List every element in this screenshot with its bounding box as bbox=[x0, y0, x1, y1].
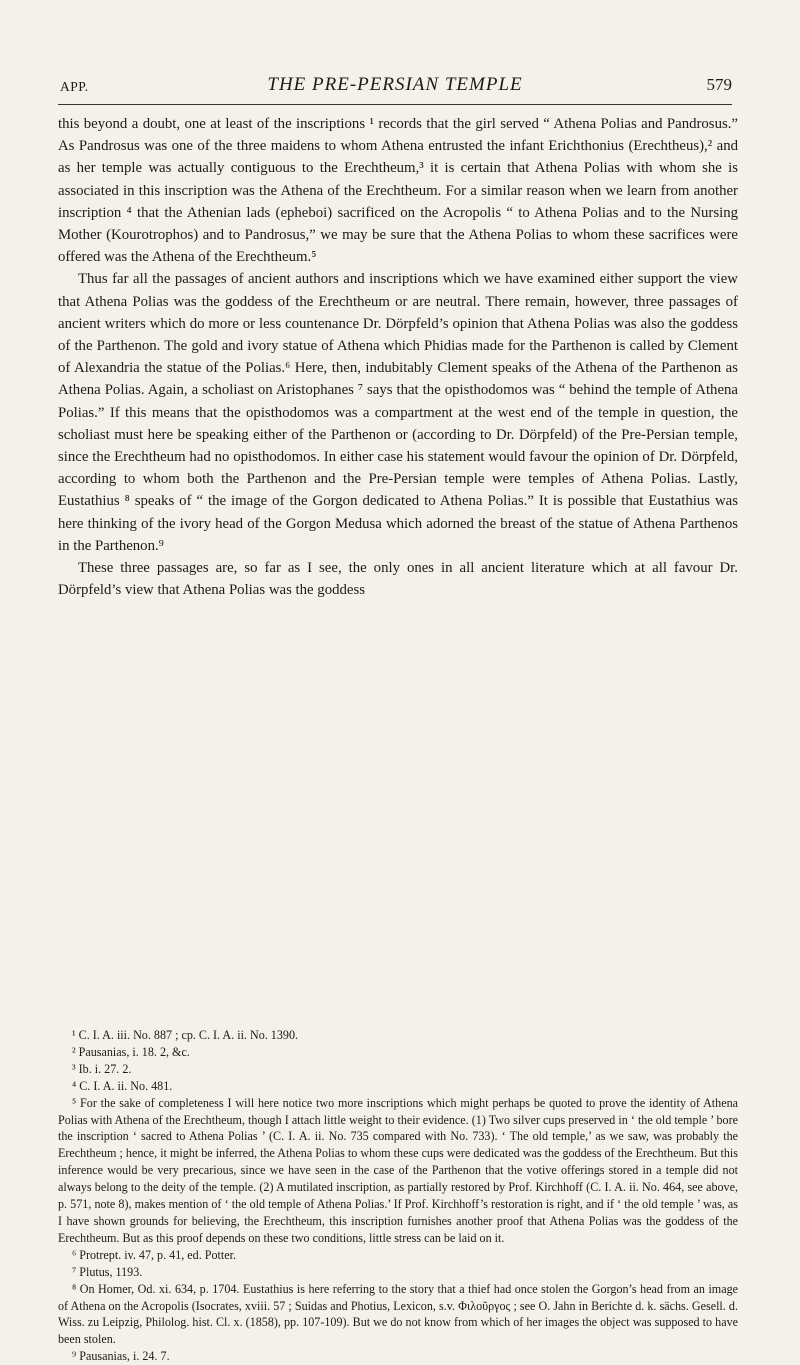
footnote: ² Pausanias, i. 18. 2, &c. bbox=[72, 1044, 190, 1059]
page-number: 579 bbox=[706, 75, 732, 94]
footnote: ⁹ Pausanias, i. 24. 7. bbox=[72, 1349, 170, 1364]
footnote: ³ Ib. i. 27. 2. bbox=[72, 1061, 132, 1076]
footnote: ¹ C. I. A. iii. No. 887 ; cp. C. I. A. ii. No. 1390. bbox=[72, 1028, 299, 1042]
footnote: ⁷ Plutus, 1193. bbox=[72, 1264, 143, 1279]
appendix-label: APP. bbox=[60, 79, 89, 94]
running-header bbox=[58, 74, 732, 105]
footnote: ⁴ C. I. A. ii. No. 481. bbox=[72, 1078, 173, 1093]
main-text bbox=[58, 113, 738, 601]
paragraph: These three passages are, so far as I see, the only ones in all ancient literature which at all favour Dr. Dörpfeld’s view that Athena Polias was the goddess bbox=[58, 560, 738, 599]
paragraph: Thus far all the passages of ancient authors and inscriptions which we have examined either support the view that Athena Polias was the goddess of the Erechtheum or are neutral. There remain, however, three passages of ancient writers which do more or less countenance Dr. Dörpfeld’s opinion that Athena Polias was also the goddess of the Parthenon. The gold and ivory statue of Athena which Phidias made for the Parthenon is called by Clement of Alexandria the statue of the Polias.⁶ Here, then, indubitably Clement speaks of the Athena of the Parthenon as Athena Polias. Again, a scholiast on Aristophanes ⁷ says that the opisthodomos was “ behind the temple of Athena Polias.” If this means that the opisthodomos was a compartment at the west end of the temple in question, the scholiast must here be speaking either of the Parthenon or (according to Dr. Dörpfeld) of the Pre-Persian temple, since the Erechtheum had no opisthodomos. In either case his statement would favour the opinion of Dr. Dörpfeld, according to whom both the Parthenon and the Pre-Persian temple were temples of Athena Polias. Lastly, Eustathius ⁸ speaks of “ the image of the Gorgon dedicated to Athena Polias.” It is possible that Eustathius was here thinking of the ivory head of the Gorgon Medusa which adorned the breast of the statue of Athena Parthenos in the Parthenon.⁹ bbox=[58, 271, 738, 554]
footnote: ⁶ Protrept. iv. 47, p. 41, ed. Potter. bbox=[72, 1247, 236, 1262]
paragraph: this beyond a doubt, one at least of the inscriptions ¹ records that the girl served “ Athena Polias and Pandrosus.” As Pandrosus was one of the three maidens to whom Athena entrusted the infant Erichthonius (Erechtheus),² and as her temple was actually contiguous to the Erechtheum,³ it is certain that Athena Polias with whom she is associated in this inscription was the Athena of the Erechtheum. For a similar reason when we learn from another inscription ⁴ that the Athenian lads (epheboi) sacrificed on the Acropolis “ to Athena Polias and to the Nursing Mother (Kourotrophos) and to Pandrosus,” we may be sure that the Athena Polias to whom these sacrifices were offered was the Athena of the Erechtheum.⁵ bbox=[58, 116, 738, 266]
footnote: ⁵ For the sake of completeness I will here notice two more inscriptions which might perhaps be quoted to prove the identity of Athena Polias with Athena of the Erechtheum, though I attach little weight to their evidence. (1) Two silver cups preserved in ‘ the old temple ’ bore the inscription ‘ sacred to Athena Polias ’ (C. I. A. ii. No. 735 compared with No. 733). ‘ The old temple,’ as we saw, was probably the Erechtheum ; hence, it might be inferred, the Athena Polias to whom these cups were dedicated was the goddess of the Erechtheum. But this inference would be very precarious, since we have seen in the case of the Parthenon that the votive offerings stored in a temple did not always belong to the deity of the temple. (2) A mutilated inscription, as partially restored by Prof. Kirchhoff (C. I. A. ii. No. 464, see above, p. 571, note 8), makes mention of ‘ the old temple of Athena Polias.’ If Prof. Kirchhoff’s restoration is right, and if ‘ the old temple ’ was, as I have shown grounds for believing, the Erechtheum, this inscription furnishes another proof that Athena Polias was the goddess of the Erechtheum. But as this proof depends on these two conditions, little stress can be laid on it. bbox=[58, 1095, 738, 1245]
footnote: ⁸ On Homer, Od. xi. 634, p. 1704. Eustathius is here referring to the story that a thief had once stolen the Gorgon’s head from an image of Athena on the Acropolis (Isocrates, xviii. 57 ; Suidas and Photius, Lexicon, s.v. Φιλοῦργος ; see O. Jahn in Berichte d. k. sächs. Gesell. d. Wiss. zu Leipzig, Philolog. hist. Cl. x. (1858), pp. 107-109). But we do not know from which of her images the object was supposed to have been stolen. bbox=[58, 1281, 738, 1347]
running-title: THE PRE-PERSIAN TEMPLE bbox=[267, 74, 523, 95]
footnotes bbox=[58, 1027, 738, 1365]
